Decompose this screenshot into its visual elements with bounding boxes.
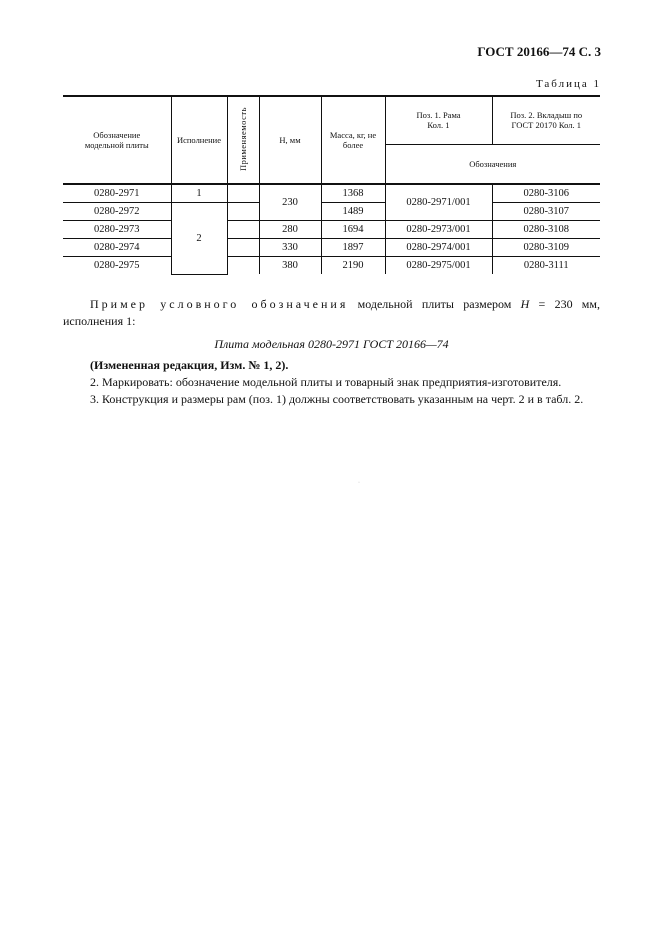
header-applicability [227, 96, 259, 184]
cell-mass: 1897 [321, 239, 385, 257]
table-row [63, 203, 600, 221]
cell-h: 230 [259, 184, 321, 221]
table-caption: Таблица 1 [535, 78, 601, 90]
example-designation: Плита модельная 0280-2971 ГОСТ 20166—74 [214, 337, 449, 351]
table-row [63, 239, 600, 257]
cell-designation: 0280-2975 [63, 257, 171, 275]
cell-designation: 0280-2973 [63, 221, 171, 239]
item-2: 2. Маркировать: обозначение модельной плиты и товарный знак предприятия-изготовителя. [90, 375, 562, 389]
header-mass: Масса, кг, не более [321, 96, 385, 184]
cell-pos1: 0280-2971/001 [385, 184, 492, 221]
example-lead: Пример условного обозначения [90, 297, 349, 311]
header-execution: Исполнение [171, 96, 227, 184]
cell-mass: 1694 [321, 221, 385, 239]
example-body-2: = 230 мм, исполнения 1: [63, 297, 600, 328]
cell-execution: 2 [171, 203, 227, 275]
cell-mass: 1368 [321, 184, 385, 203]
header-designations: Обозначения [385, 144, 600, 184]
header-pos1: Поз. 1. Рама Кол. 1 [385, 96, 492, 144]
cell-mass: 2190 [321, 257, 385, 275]
cell-execution: 1 [171, 184, 227, 203]
page-dot: · [358, 480, 360, 486]
cell-mass: 1489 [321, 203, 385, 221]
page-header: ГОСТ 20166—74 С. 3 [477, 44, 601, 59]
cell-pos2: 0280-3107 [492, 203, 600, 221]
example-paragraph [63, 296, 600, 330]
cell-pos2: 0280-3109 [492, 239, 600, 257]
example-h: Н [520, 297, 530, 311]
cell-pos2: 0280-3106 [492, 184, 600, 203]
cell-h: 380 [259, 257, 321, 275]
header-pos2: Поз. 2. Вкладыш по ГОСТ 20170 Кол. 1 [492, 96, 600, 144]
cell-pos2: 0280-3108 [492, 221, 600, 239]
cell-applicability [227, 221, 259, 239]
cell-pos1: 0280-2974/001 [385, 239, 492, 257]
cell-applicability [227, 257, 259, 275]
item-3: 3. Конструкция и размеры рам (поз. 1) должны соответствовать указанным на черт. 2 и в табл. 2. [90, 392, 584, 406]
table-row [63, 184, 600, 203]
edited-note: (Измененная редакция, Изм. № 1, 2). [90, 358, 289, 372]
table-row [63, 257, 600, 275]
cell-pos2: 0280-3111 [492, 257, 600, 275]
cell-designation: 0280-2974 [63, 239, 171, 257]
cell-applicability [227, 203, 259, 221]
applicability-label: Применяемость [238, 106, 248, 172]
example-body-1: модельной плиты размером [348, 297, 521, 311]
header-h: Н, мм [259, 96, 321, 184]
cell-pos1: 0280-2973/001 [385, 221, 492, 239]
cell-designation: 0280-2972 [63, 203, 171, 221]
cell-applicability [227, 239, 259, 257]
spec-table [63, 95, 600, 275]
cell-applicability [227, 184, 259, 203]
table-row [63, 221, 600, 239]
header-designation: Обозначение модельной плиты [63, 96, 171, 184]
cell-pos1: 0280-2975/001 [385, 257, 492, 275]
cell-h: 330 [259, 239, 321, 257]
body-text [63, 296, 600, 408]
cell-designation: 0280-2971 [63, 184, 171, 203]
cell-h: 280 [259, 221, 321, 239]
